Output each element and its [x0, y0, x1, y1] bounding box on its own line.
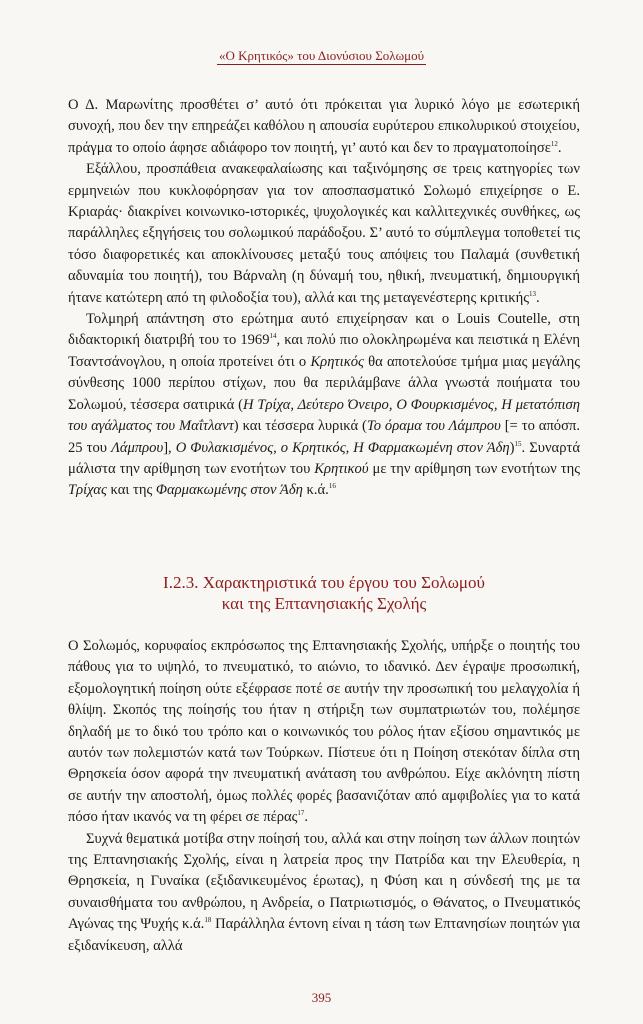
- section-heading-line: Ι.2.3. Χαρακτηριστικά του έργου του Σολωμού: [163, 573, 485, 592]
- italic-title: Λάμπρου: [111, 439, 164, 456]
- italic-title: Ο Φυλακισμένος, ο Κρητικός, Η Φαρμακωμένη στον Άδη: [175, 439, 510, 456]
- footnote-ref: 15: [514, 439, 522, 448]
- footnote-ref: 18: [204, 916, 212, 925]
- section-heading: [68, 572, 580, 614]
- paragraph: Ο Δ. Μαρωνίτης προσθέτει σ’ αυτό ότι πρόκειται για λυρικό λόγο με εσωτερική συνοχή, που δεν την επηρεάζει καθόλου η απουσία ευρύτερου επικολυρικού στοιχείου, πράγμα το οποίο άφησε αδιάφορο τον ποιητή, γι’ αυτό και δεν το πραγματοποίησε$^{12}$.: [68, 97, 580, 156]
- italic-title: Κρητικός: [310, 353, 364, 370]
- paragraph: Συχνά θεματικά μοτίβα στην ποίησή του, αλλά και στην ποίηση των άλλων ποιητών της Επτανησιακής Σχολής, είναι η λατρεία προς την Πατρίδα και την Ελευθερία, η Θρησκεία, η Γυναίκα (εξιδανικευμένος έρωτας), η Φύση και η σύνδεσή της με τα συναισθήματα του ανθρώπου, η Ανδρεία, ο Πατριωτισμός, ο Θάνατος, ο Πνευματικός Αγώνας της Ψυχής κ.ά.$^{18}$ Παράλληλα έντονη είναι η τάση των Επτανησίων ποιητών για εξιδανίκευση, αλλά: [68, 830, 580, 954]
- footnote-ref: 17: [297, 809, 305, 818]
- paragraph: Ο Σολωμός, κορυφαίος εκπρόσωπος της Επτανησιακής Σχολής, υπήρξε ο ποιητής του πάθους για το υψηλό, το πνευματικό, το αιώνιο, το ιδανικό. Δεν έγραψε προσωπική, εξομολογητική ποίηση ούτε εξέφρασε ποτέ σε αυτήν την προσωπική του μελαγχολία ή θλίψη. Σκοπός της ποίησής του ήταν η στήριξη των συμπατριωτών του, πολέμησε δηλαδή με το δικό του τρόπο και ο κοινωνικός του ρόλος ήταν εξίσου σημαντικός με αυτόν των πολεμιστών κατά των Τούρκων. Πίστευε ότι η Ποίηση στεκόταν δίπλα στη Θρησκεία όσον αφορά την πνευματική ανάταση του ανθρώπου. Είχε ακλόνητη πίστη σε αυτήν την αποστολή, όμως πολλές φορές βασανιζόταν από αμφιβολίες για το κατά πόσο ήταν ικανός να τη φέρει σε πέρας$^{17}$.: [68, 638, 580, 826]
- running-head-text: «Ο Κρητικός» του Διονύσιου Σολωμού: [218, 48, 425, 63]
- paragraph: Τολμηρή απάντηση στο ερώτημα αυτό επιχείρησαν και ο Louis Coutelle, στη διδακτορική διατριβή του το 1969$^{14}$, και πολύ πιο ολοκληρωμένα και πειστικά η Ελένη Τσαντσάνογλου, η οποία προτείνει ότι ο Κρητικός θα αποτελούσε τμήμα μιας μεγάλης σύνθεσης 1000 περίπου στίχων, που θα περιλάμβανε άλλα γνωστά ποιήματα του Σολωμού, τέσσερα σατιρικά (Η Τρίχα, Δεύτερο Όνειρο, Ο Φουρκισμένος, Η μετατόπιση του αγάλματος του Μαΐτλαντ) και τέσσερα λυρικά (Το όραμα του Λάμπρου [= το απόσπ. 25 του Λάμπρου], Ο Φυλακισμένος, ο Κρητικός, Η Φαρμακωμένη στον Άδη)$^{15}$. Συναρτά μάλιστα την αρίθμηση των ενοτήτων του Κρητικού με την αρίθμηση των ενοτήτων της Τρίχας και της Φαρμακωμένης στον Άδη κ.ά.$^{16}$: [68, 311, 580, 499]
- italic-title: Τρίχας: [68, 482, 107, 499]
- text-block-lower: [68, 636, 580, 957]
- section-heading-line: και της Επτανησιακής Σχολής: [221, 594, 427, 613]
- paragraph: Εξάλλου, προσπάθεια ανακεφαλαίωσης και ταξινόμησης σε τρεις κατηγορίες των ερμηνειών που κυκλοφόρησαν για τον αποσπασματικό Σολωμό επιχείρησε ο Ε. Κριαράς· διακρίνει κοινωνικο-ιστορικές, ψυχολογικές και καλλιτεχνικές συνθήκες, ως παράλληλες εξηγήσεις του σολωμικού παράδοξου. Σ’ αυτό το σύμπλεγμα τοποθετεί τις τόσο διαφορετικές και αποκλίνουσες μεταξύ τους απόψεις του Παλαμά (συνθετική αδυναμία του ποιητή), του Βάρναλη (η δύναμή του, ηθική, πνευματική, δημιουργική ήτανε κατώτερη από τη φιλοδοξία του), αλλά και της μεταγενέστερης κριτικής$^{13}$.: [68, 161, 580, 306]
- footnote-ref: 12: [550, 139, 558, 148]
- footnote-ref: 14: [269, 332, 277, 341]
- italic-title: Η Τρίχα, Δεύτερο Όνειρο, Ο Φουρκισμένος, Η μετατόπιση του αγάλματος του Μαΐτλαντ: [68, 396, 580, 435]
- footnote-ref: 13: [529, 289, 536, 298]
- italic-title: Κρητικού: [314, 460, 369, 477]
- page-number: 395: [311, 990, 332, 1005]
- running-head: [0, 48, 643, 64]
- italic-title: Φαρμακωμένης στον Άδη: [155, 482, 303, 499]
- footnote-ref: 16: [328, 482, 336, 491]
- italic-title: Το όραμα του Λάμπρου: [366, 418, 501, 435]
- text-block-upper: [68, 95, 580, 502]
